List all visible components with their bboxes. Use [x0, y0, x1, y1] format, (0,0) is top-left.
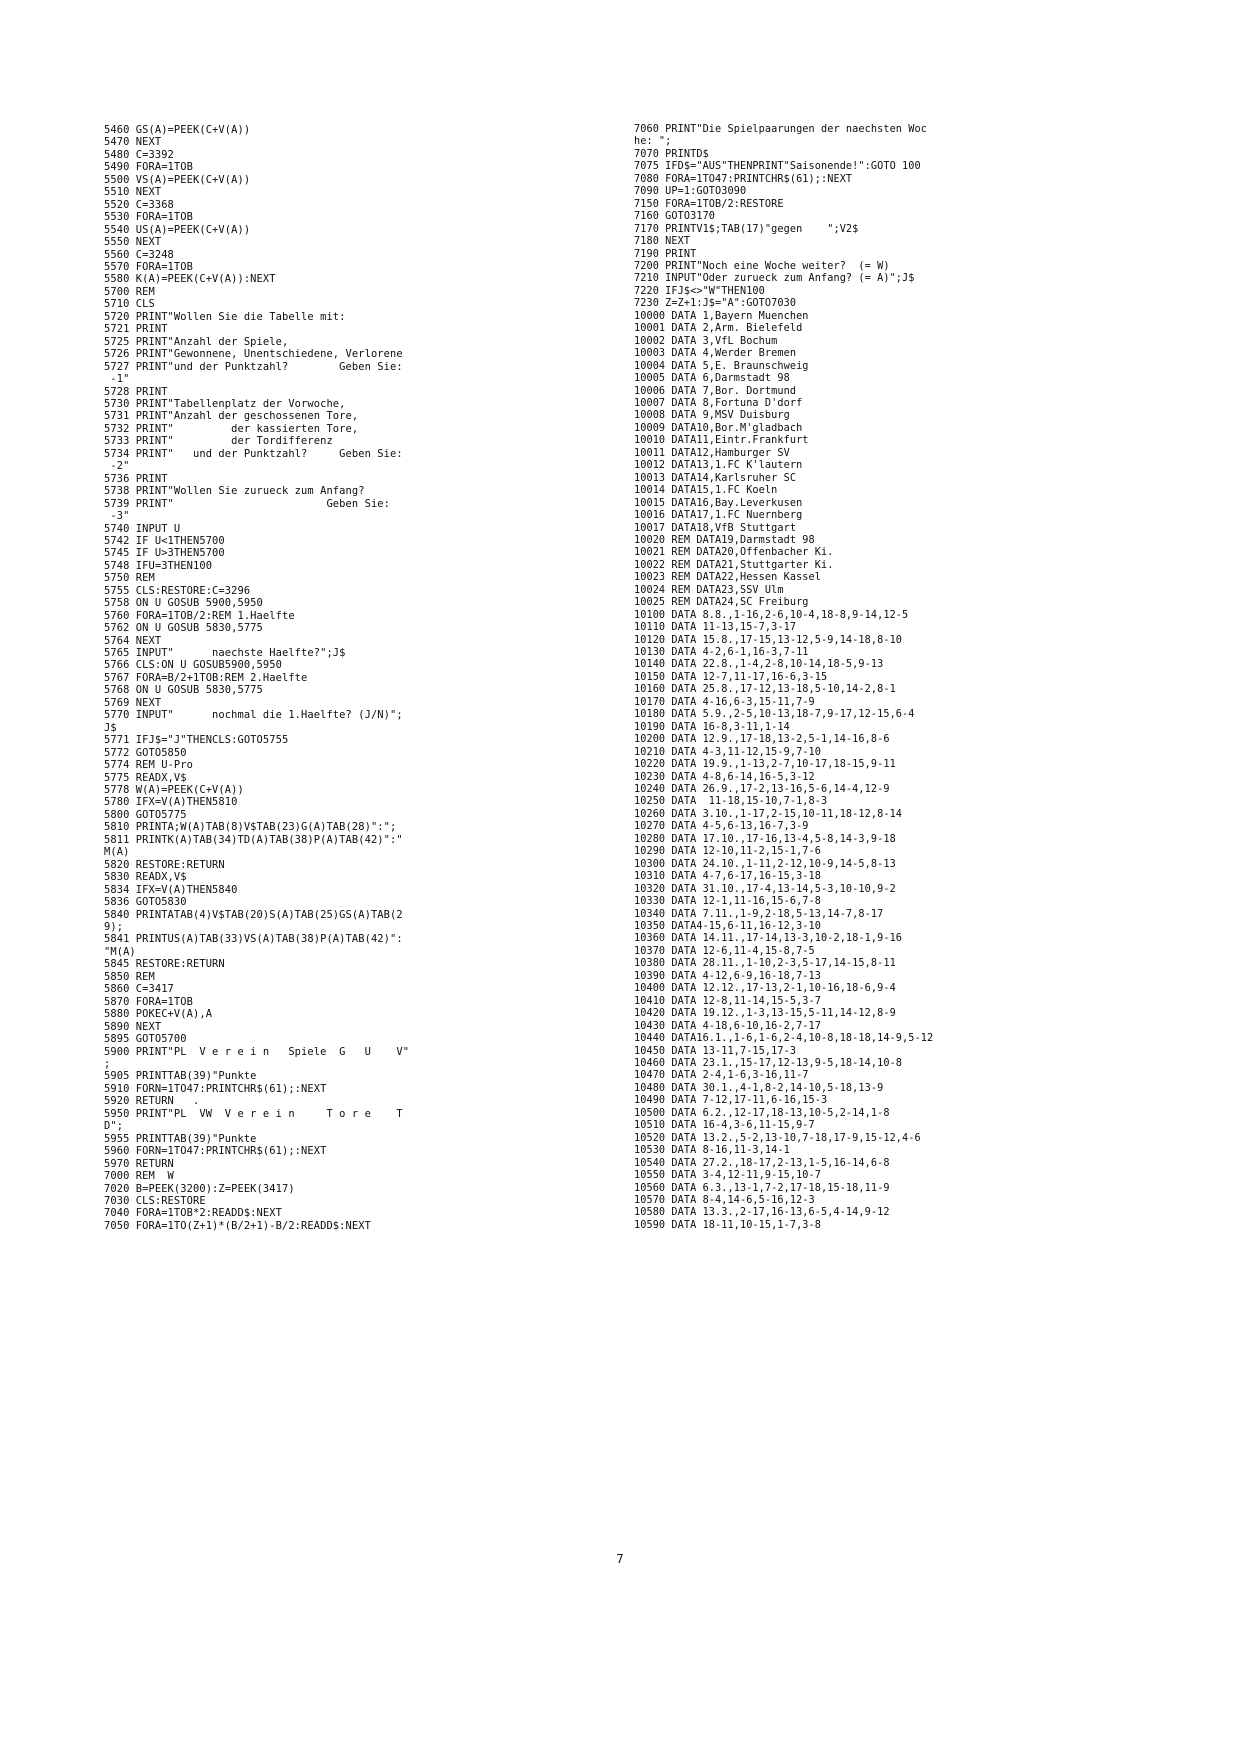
- code-line: 10270 DATA 4-5,6-13,16-7,3-9: [634, 821, 809, 833]
- code-line: 7150 FORA=1TOB/2:RESTORE: [634, 198, 784, 210]
- code-line: 7060 PRINT"Die Spielpaarungen der naechsten Woc: [634, 124, 927, 135]
- code-line: 7080 FORA=1TO47:PRINTCHR$(61);:NEXT: [634, 173, 853, 185]
- code-line: 10560 DATA 6.3.,13-1,7-2,17-18,15-18,11-9: [634, 1182, 890, 1194]
- code-line: 10330 DATA 12-1,11-16,15-6,7-8: [634, 896, 822, 908]
- code-line: 5490 FORA=1TOB: [104, 161, 193, 174]
- code-line: 10400 DATA 12.12.,17-13,2-1,10-16,18-6,9-4: [634, 983, 896, 995]
- code-line: 10530 DATA 8-16,11-3,14-1: [634, 1145, 790, 1157]
- code-line: 7040 FORA=1TOB*2:READD$:NEXT: [104, 1207, 282, 1220]
- code-line: 10450 DATA 13-11,7-15,17-3: [634, 1045, 797, 1057]
- code-line: 10007 DATA 8,Fortuna D'dorf: [634, 397, 803, 409]
- code-line: 10350 DATA4-15,6-11,16-12,3-10: [634, 921, 822, 932]
- code-line: 10520 DATA 13.2.,5-2,13-10,7-18,17-9,15-12,4-6: [634, 1132, 921, 1144]
- code-line: 10170 DATA 4-16,6-3,15-11,7-9: [634, 696, 815, 708]
- code-line: 5870 FORA=1TOB: [104, 995, 193, 1008]
- code-line: 10470 DATA 2-4,1-6,3-16,11-7: [634, 1070, 809, 1082]
- code-line: 5550 NEXT: [104, 236, 162, 249]
- code-line: 5845 RESTORE:RETURN: [104, 958, 225, 971]
- code-line: 7180 NEXT: [634, 236, 691, 248]
- code-listing: [104, 124, 1144, 1232]
- code-line: 5755 CLS:RESTORE:C=3296: [104, 584, 251, 597]
- code-line: 10490 DATA 7-12,17-11,6-16,15-3: [634, 1095, 828, 1107]
- code-line: 5560 C=3248: [104, 248, 174, 261]
- code-line: ;: [104, 1057, 111, 1070]
- code-line: 7220 IFJ$<>"W"THEN100: [634, 285, 765, 297]
- code-line: 5460 GS(A)=PEEK(C+V(A)): [104, 124, 251, 136]
- code-line: 5955 PRINTTAB(39)"Punkte: [104, 1132, 257, 1145]
- code-line: 10025 REM DATA24,SC Freiburg: [634, 597, 809, 609]
- code-line: 10140 DATA 22.8.,1-4,2-8,10-14,18-5,9-13: [634, 659, 884, 671]
- code-line: 5760 FORA=1TOB/2:REM 1.Haelfte: [104, 609, 295, 622]
- code-line: 5700 REM: [104, 285, 155, 298]
- code-line: 7200 PRINT"Noch eine Woche weiter? (= W): [634, 260, 890, 272]
- code-line: 7090 UP=1:GOTO3090: [634, 186, 747, 198]
- code-line: 10510 DATA 16-4,3-6,11-15,9-7: [634, 1120, 815, 1132]
- code-line: 7020 B=PEEK(3200):Z=PEEK(3417): [104, 1182, 295, 1195]
- code-line: 5767 FORA=B/2+1TOB:REM 2.Haelfte: [104, 671, 308, 684]
- code-line: 10380 DATA 28.11.,1-10,2-3,5-17,14-15,8-11: [634, 958, 896, 970]
- code-line: 5890 NEXT: [104, 1020, 162, 1033]
- code-line: 5734 PRINT" und der Punktzahl? Geben Sie:: [104, 447, 403, 460]
- code-line: 5920 RETURN .: [104, 1095, 200, 1108]
- code-line: 5800 GOTO5775: [104, 808, 187, 821]
- code-line: 5860 C=3417: [104, 983, 174, 996]
- code-line: 10280 DATA 17.10.,17-16,13-4,5-8,14-3,9-18: [634, 833, 896, 845]
- code-line: 5570 FORA=1TOB: [104, 260, 193, 273]
- code-line: 5540 US(A)=PEEK(C+V(A)): [104, 223, 251, 236]
- page-number: 7: [616, 1552, 624, 1566]
- code-line: 10460 DATA 23.1.,15-17,12-13,9-5,18-14,10-8: [634, 1057, 903, 1069]
- code-line: 10150 DATA 12-7,11-17,16-6,3-15: [634, 671, 828, 683]
- code-line: 10300 DATA 24.10.,1-11,2-12,10-9,14-5,8-13: [634, 858, 896, 870]
- code-line: 5748 IFU=3THEN100: [104, 559, 213, 572]
- code-line: 5721 PRINT: [104, 323, 168, 336]
- code-line: 5730 PRINT"Tabellenplatz der Vorwoche,: [104, 397, 346, 410]
- code-line: D";: [104, 1120, 124, 1133]
- code-line: 10250 DATA 11-18,15-10,7-1,8-3: [634, 796, 828, 808]
- code-line: 10003 DATA 4,Werder Bremen: [634, 348, 797, 360]
- code-line: 10014 DATA15,1.FC Koeln: [634, 485, 778, 497]
- code-line: 5834 IFX=V(A)THEN5840: [104, 883, 238, 896]
- code-line: 5580 K(A)=PEEK(C+V(A)):NEXT: [104, 273, 276, 286]
- code-line: he: ";: [634, 136, 672, 148]
- code-line: 10008 DATA 9,MSV Duisburg: [634, 410, 790, 422]
- code-line: 10002 DATA 3,VfL Bochum: [634, 335, 778, 347]
- code-line: 5739 PRINT" Geben Sie:: [104, 497, 391, 510]
- code-line: 10020 REM DATA19,Darmstadt 98: [634, 534, 815, 546]
- code-line: 10370 DATA 12-6,11-4,15-8,7-5: [634, 945, 815, 957]
- code-line: 5764 NEXT: [104, 634, 162, 647]
- code-line: 5830 READX,V$: [104, 871, 187, 884]
- code-line: 10022 REM DATA21,Stuttgarter Ki.: [634, 559, 834, 571]
- code-line: 10021 REM DATA20,Offenbacher Ki.: [634, 547, 834, 559]
- code-line: 10310 DATA 4-7,6-17,16-15,3-18: [634, 871, 822, 883]
- code-line: 5710 CLS: [104, 298, 155, 311]
- right-code-column: [634, 124, 1126, 1232]
- code-line: 7210 INPUT"Oder zurueck zum Anfang? (= A)";J$: [634, 273, 915, 285]
- code-line: 7230 Z=Z+1:J$="A":GOTO7030: [634, 298, 797, 310]
- code-line: 5836 GOTO5830: [104, 896, 187, 909]
- code-line: 5840 PRINTATAB(4)V$TAB(20)S(A)TAB(25)GS(A)TAB(2: [104, 908, 403, 921]
- code-line: 10023 REM DATA22,Hessen Kassel: [634, 572, 822, 584]
- code-line: -3": [104, 510, 130, 523]
- code-line: 5769 NEXT: [104, 696, 162, 709]
- code-line: 10550 DATA 3-4,12-11,9-15,10-7: [634, 1170, 822, 1182]
- code-line: 5738 PRINT"Wollen Sie zurueck zum Anfang?: [104, 485, 365, 498]
- code-line: 10540 DATA 27.2.,18-17,2-13,1-5,16-14,6-8: [634, 1157, 890, 1169]
- code-line: 5758 ON U GOSUB 5900,5950: [104, 597, 263, 610]
- code-line: -2": [104, 460, 130, 473]
- code-line: 10000 DATA 1,Bayern Muenchen: [634, 310, 809, 322]
- code-line: 10006 DATA 7,Bor. Dortmund: [634, 385, 797, 397]
- code-line: 5770 INPUT" nochmal die 1.Haelfte? (J/N)";: [104, 709, 403, 722]
- code-line: 5778 W(A)=PEEK(C+V(A)): [104, 784, 244, 797]
- code-line: 10340 DATA 7.11.,1-9,2-18,5-13,14-7,8-17: [634, 908, 884, 920]
- code-line: 10500 DATA 6.2.,12-17,18-13,10-5,2-14,1-8: [634, 1107, 890, 1119]
- code-line: "M(A): [104, 945, 136, 958]
- code-line: 10260 DATA 3.10.,1-17,2-15,10-11,18-12,8-14: [634, 808, 903, 820]
- code-line: 10110 DATA 11-13,15-7,3-17: [634, 622, 797, 634]
- code-line: 5900 PRINT"PL V e r e i n Spiele G U V": [104, 1045, 410, 1058]
- code-line: 5910 FORN=1TO47:PRINTCHR$(61);:NEXT: [104, 1082, 327, 1095]
- code-line: 10017 DATA18,VfB Stuttgart: [634, 522, 797, 534]
- code-line: 10390 DATA 4-12,6-9,16-18,7-13: [634, 970, 822, 982]
- code-line: 10016 DATA17,1.FC Nuernberg: [634, 510, 803, 522]
- code-line: 5841 PRINTUS(A)TAB(33)VS(A)TAB(38)P(A)TAB(42)":: [104, 933, 403, 946]
- code-line: 5731 PRINT"Anzahl der geschossenen Tore,: [104, 410, 359, 423]
- code-line: 10420 DATA 19.12.,1-3,13-15,5-11,14-12,8-9: [634, 1008, 896, 1020]
- code-line: 5820 RESTORE:RETURN: [104, 858, 225, 871]
- code-line: 10590 DATA 18-11,10-15,1-7,3-8: [634, 1219, 822, 1231]
- code-line: 5520 C=3368: [104, 198, 174, 211]
- code-line: 5774 REM U-Pro: [104, 759, 193, 772]
- code-line: 5728 PRINT: [104, 385, 168, 398]
- code-line: 10015 DATA16,Bay.Leverkusen: [634, 497, 803, 509]
- code-line: 10210 DATA 4-3,11-12,15-9,7-10: [634, 746, 822, 758]
- code-line: 7160 GOTO3170: [634, 211, 716, 223]
- code-line: 5480 C=3392: [104, 148, 174, 161]
- code-line: 10004 DATA 5,E. Braunschweig: [634, 360, 809, 372]
- code-line: 5810 PRINTA;W(A)TAB(8)V$TAB(23)G(A)TAB(28)":";: [104, 821, 397, 834]
- code-line: 5780 IFX=V(A)THEN5810: [104, 796, 238, 809]
- code-line: 5470 NEXT: [104, 136, 162, 149]
- code-line: 5725 PRINT"Anzahl der Spiele,: [104, 335, 289, 348]
- code-line: 10410 DATA 12-8,11-14,15-5,3-7: [634, 995, 822, 1007]
- code-line: 9);: [104, 921, 124, 933]
- code-line: 10220 DATA 19.9.,1-13,2-7,10-17,18-15,9-11: [634, 759, 896, 771]
- code-line: 10012 DATA13,1.FC K'lautern: [634, 460, 803, 472]
- code-line: 10570 DATA 8-4,14-6,5-16,12-3: [634, 1194, 815, 1206]
- code-line: 10440 DATA16.1.,1-6,1-6,2-4,10-8,18-18,14-9,5-12: [634, 1033, 934, 1045]
- code-line: 10010 DATA11,Eintr.Frankfurt: [634, 435, 809, 447]
- code-line: 5768 ON U GOSUB 5830,5775: [104, 684, 263, 697]
- code-line: 5742 IF U<1THEN5700: [104, 534, 225, 547]
- code-line: 10320 DATA 31.10.,17-4,13-14,5-3,10-10,9-2: [634, 883, 896, 895]
- code-line: 5771 IFJ$="J"THENCLS:GOTO5755: [104, 734, 289, 747]
- code-line: 10009 DATA10,Bor.M'gladbach: [634, 422, 803, 434]
- code-line: 10240 DATA 26.9.,17-2,13-16,5-6,14-4,12-9: [634, 784, 890, 796]
- code-line: 5750 REM: [104, 572, 155, 585]
- code-line: 5740 INPUT U: [104, 522, 181, 535]
- code-line: 5726 PRINT"Gewonnene, Unentschiedene, Verlorene: [104, 348, 403, 361]
- code-line: 5950 PRINT"PL VW V e r e i n T o r e T: [104, 1107, 403, 1120]
- code-line: 7190 PRINT: [634, 248, 697, 260]
- code-line: 5960 FORN=1TO47:PRINTCHR$(61);:NEXT: [104, 1145, 327, 1158]
- code-line: 10100 DATA 8.8.,1-16,2-6,10-4,18-8,9-14,12-5: [634, 609, 909, 621]
- code-line: 10580 DATA 13.3.,2-17,16-13,6-5,4-14,9-12: [634, 1207, 890, 1219]
- code-line: 10005 DATA 6,Darmstadt 98: [634, 373, 790, 385]
- code-line: 5732 PRINT" der kassierten Tore,: [104, 422, 359, 435]
- code-line: 10013 DATA14,Karlsruher SC: [634, 472, 797, 484]
- code-line: 10360 DATA 14.11.,17-14,13-3,10-2,18-1,9-16: [634, 933, 903, 945]
- code-line: 5510 NEXT: [104, 186, 162, 199]
- code-line: 7000 REM W: [104, 1170, 174, 1183]
- code-line: 7075 IFD$="AUS"THENPRINT"Saisonende!":GOTO 100: [634, 161, 921, 173]
- code-line: 10160 DATA 25.8.,17-12,13-18,5-10,14-2,8-1: [634, 684, 896, 696]
- code-line: 5500 VS(A)=PEEK(C+V(A)): [104, 173, 251, 186]
- code-line: 7070 PRINTD$: [634, 148, 709, 160]
- code-line: 10011 DATA12,Hamburger SV: [634, 447, 790, 459]
- code-line: 5762 ON U GOSUB 5830,5775: [104, 622, 263, 635]
- code-line: 10290 DATA 12-10,11-2,15-1,7-6: [634, 846, 822, 858]
- code-line: 5970 RETURN: [104, 1157, 174, 1170]
- code-line: 5775 READX,V$: [104, 771, 187, 784]
- code-line: 5850 REM: [104, 970, 155, 983]
- code-line: 5745 IF U>3THEN5700: [104, 547, 225, 560]
- code-line: 5733 PRINT" der Tordifferenz: [104, 435, 333, 448]
- code-line: 5720 PRINT"Wollen Sie die Tabelle mit:: [104, 310, 346, 323]
- code-line: 5530 FORA=1TOB: [104, 211, 193, 224]
- code-line: 10130 DATA 4-2,6-1,16-3,7-11: [634, 647, 809, 659]
- code-line: 5772 GOTO5850: [104, 746, 187, 759]
- code-line: 10430 DATA 4-18,6-10,16-2,7-17: [634, 1020, 822, 1032]
- code-line: 10180 DATA 5.9.,2-5,10-13,18-7,9-17,12-15,6-4: [634, 709, 915, 721]
- code-line: 5905 PRINTTAB(39)"Punkte: [104, 1070, 257, 1083]
- code-line: 5727 PRINT"und der Punktzahl? Geben Sie:: [104, 360, 403, 373]
- code-line: 10001 DATA 2,Arm. Bielefeld: [634, 323, 803, 335]
- code-line: J$: [104, 721, 117, 734]
- code-line: 5880 POKEC+V(A),A: [104, 1008, 213, 1021]
- code-line: 5736 PRINT: [104, 472, 168, 485]
- code-line: 10230 DATA 4-8,6-14,16-5,3-12: [634, 771, 815, 783]
- code-line: 7030 CLS:RESTORE: [104, 1194, 206, 1207]
- code-line: 10480 DATA 30.1.,4-1,8-2,14-10,5-18,13-9: [634, 1082, 884, 1094]
- code-line: 10200 DATA 12.9.,17-18,13-2,5-1,14-16,8-6: [634, 734, 890, 746]
- code-line: 10120 DATA 15.8.,17-15,13-12,5-9,14-18,8-10: [634, 634, 903, 646]
- code-line: 7050 FORA=1TO(Z+1)*(B/2+1)-B/2:READD$:NEXT: [104, 1219, 371, 1232]
- code-line: 5811 PRINTK(A)TAB(34)TD(A)TAB(38)P(A)TAB(42)":": [104, 833, 403, 846]
- code-line: M(A): [104, 846, 130, 859]
- code-line: 5766 CLS:ON U GOSUB5900,5950: [104, 659, 282, 672]
- code-line: 10024 REM DATA23,SSV Ulm: [634, 584, 784, 596]
- code-line: 5765 INPUT" naechste Haelfte?";J$: [104, 647, 346, 660]
- code-line: -1": [104, 373, 130, 386]
- code-line: 5895 GOTO5700: [104, 1033, 187, 1046]
- left-code-column: [104, 124, 596, 1232]
- code-line: 10190 DATA 16-8,3-11,1-14: [634, 721, 790, 733]
- code-line: 7170 PRINTV1$;TAB(17)"gegen ";V2$: [634, 223, 859, 235]
